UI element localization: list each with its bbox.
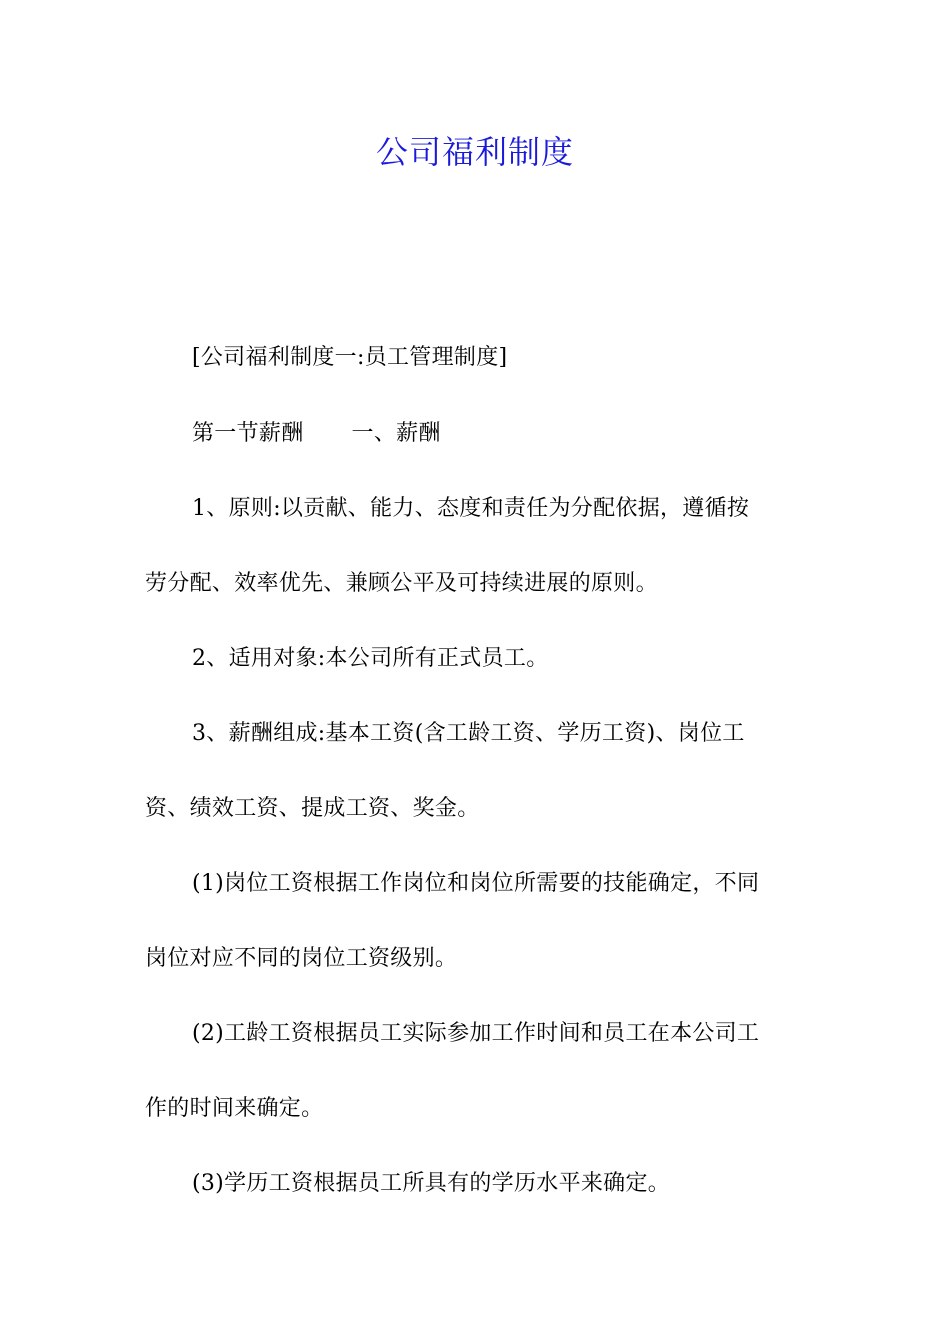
paragraph-line: 2、适用对象:本公司所有正式员工。 (192, 646, 549, 671)
subsection-label: 一、薪酬 (351, 421, 441, 446)
paragraph-line: (1)岗位工资根据工作岗位和岗位所需要的技能确定，不同 (192, 871, 760, 896)
paragraph-line: (2)工龄工资根据员工实际参加工作时间和员工在本公司工 (192, 1021, 760, 1046)
paragraph-line: 作的时间来确定。 (145, 1096, 324, 1121)
paragraph-line: 3、薪酬组成:基本工资(含工龄工资、学历工资)、岗位工 (192, 721, 745, 746)
subsection-heading (192, 416, 857, 452)
paragraph-line: 岗位对应不同的岗位工资级别。 (145, 946, 458, 971)
document-title: 公司福利制度 (375, 133, 574, 171)
paragraph-line: 资、绩效工资、提成工资、奖金。 (145, 796, 480, 821)
section-heading: [公司福利制度一:员工管理制度] (192, 345, 508, 370)
paragraph-line: (3)学历工资根据员工所具有的学历水平来确定。 (192, 1171, 671, 1196)
paragraph-line: 劳分配、效率优先、兼顾公平及可持续进展的原则。 (145, 571, 658, 596)
section-label: 第一节薪酬 (192, 421, 304, 446)
paragraph-line: 1、原则:以贡献、能力、态度和责任为分配依据，遵循按 (192, 496, 750, 521)
